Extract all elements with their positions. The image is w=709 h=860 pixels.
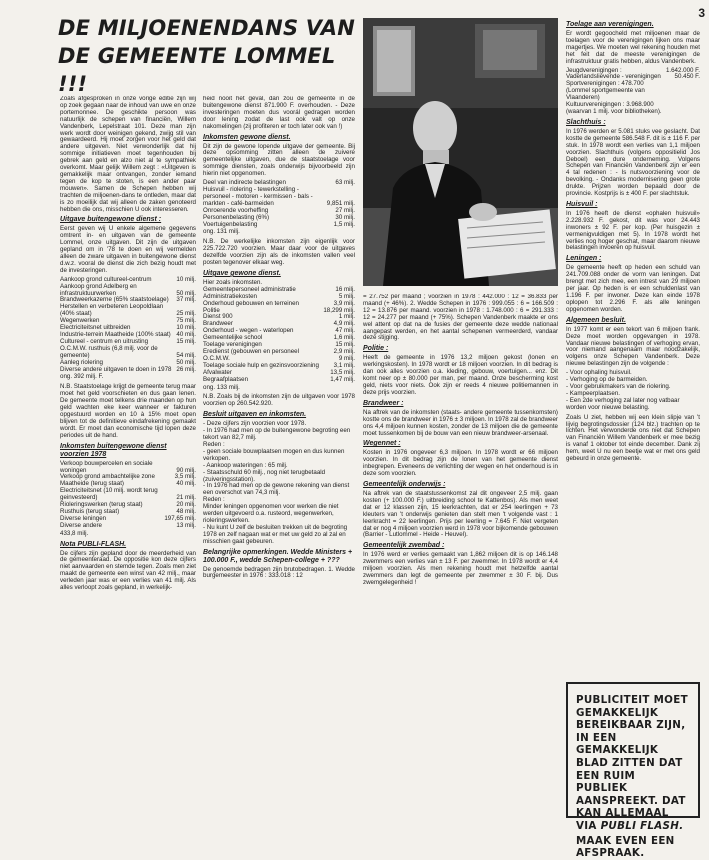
- row-label: Gemeentepersoneel administratie: [203, 285, 296, 293]
- algemeen-besluit-paragraph: In 1977 komt er een tekort van 6 miljoen frank. Deze moet worden opgevangen in 1978. Vandaar nieuwe belastingen of verhoging ervan, voor niemand aangenaam maar noodzakelijk, volgens onze Schepen Vandenberk. Deze nieuwe belastingen zijn de volgende :: [566, 325, 700, 368]
- list-item: Reden :: [203, 496, 225, 504]
- section-heading-huisvuil: Huisvuil :: [566, 200, 598, 208]
- row-label: Aanleg riolering: [60, 358, 103, 366]
- row-label: Brandweer: [203, 320, 233, 328]
- section-heading-wegennet: Wegennet :: [363, 440, 401, 448]
- section-heading-besluit: Besluit uitgaven en inkomsten.: [203, 411, 307, 419]
- row-label: Diverse andere uitgaven te doen in 1978: [60, 365, 172, 373]
- row-value: 21 milj.: [176, 494, 196, 502]
- table-row: [60, 523, 196, 530]
- row-label: Industrie-terrein Maatheide (100% staat): [60, 331, 171, 338]
- table-row: [203, 222, 355, 229]
- row-value: 40 milj.: [176, 480, 196, 488]
- row-label: Aankoop grond cultureel-centrum: [60, 275, 152, 283]
- onderwijs-paragraph: Na aftrek van de staatstussenkomst zal dit ongeveer 2,5 milj. gaan kosten (+ 100.000 F.) uitbreiding school te Kattenbos). Als men weet dat er 12 klassen zijn, 15 leerkrachten, dat er 254 leerlingen + 73 kleuters van 't onderwijs genieten dan stelt men 't volgende vast : 1 leerkracht = 22 leerlingen. Prijs per leerling = 7.645 F. Niet vergeten dat er nog 4 miljoen voorzien werd in 1978 voor bijkomende gebouwen (Barrier - Lutlommel - Heide - Heuvel).: [363, 490, 558, 539]
- opmerkingen-paragraph: De genoemde bedragen zijn brutobedragen. 1. Wedde burgemeester in 1976 : 333.018 : 12: [203, 565, 355, 580]
- article-column-1: [60, 96, 196, 836]
- row-label: Dienst 900: [203, 313, 233, 321]
- row-label: Deel van indirecte belastingen: [203, 179, 286, 187]
- row-value: 16 milj.: [335, 285, 355, 293]
- section-heading-politie: Politie :: [363, 345, 389, 353]
- row-value: 13,5 milj.: [330, 368, 355, 376]
- row-value: 3,9 milj.: [333, 299, 355, 307]
- row-value: 90 milj.: [176, 466, 196, 474]
- ad-brand: PUBLI FLASH.: [600, 819, 684, 832]
- budget-table-inkomsten-buitengewone: [60, 461, 196, 530]
- table-total: ong. 131 milj.: [203, 228, 240, 236]
- article-column-2: [203, 96, 355, 836]
- nb-paragraph: N.B. Zoals bij de inkomsten zijn de uitgaven voor 1978 voorzien op 260.542.920.: [203, 393, 355, 408]
- list-item: - geen sociale bouwplaatsen mogen en dus kunnen verkopen.: [203, 447, 345, 462]
- row-value: 48 milj.: [176, 507, 196, 515]
- list-item: Reden :: [203, 440, 225, 448]
- row-label: Jeugdverenigingen :: [566, 66, 622, 74]
- closing-paragraph: Zoals U ziet, hebben wij een klein slipje van 't lijvig begrotingsdossier (124 blz.) trachten op te lichten. Het verwonderde ons niet dat Schepen van Financiën Willem Vandenberk er mee bezig is vanaf 1 oktober tot einde december. Dank zij hem, weet U nu een beetje wat er met ons geld gebeurd in onze gemeente.: [566, 413, 700, 463]
- row-value: 1,47 milj.: [330, 375, 355, 383]
- row-label: Onderhoud - wegen - waterlopen: [203, 327, 294, 335]
- row-value: 13 milj.: [176, 521, 196, 529]
- row-value: 75 milj.: [176, 317, 196, 325]
- section-heading-algemeen-besluit: Algemeen besluit.: [566, 316, 626, 324]
- row-label: Sportverenigingen : 478.700 (Lommel sportgemeente van Vlaanderen): [566, 80, 645, 102]
- row-value: 40 milj.: [176, 331, 196, 338]
- row-value: 15 milj.: [335, 341, 355, 349]
- list-item: - In 1976 had men op de gewone rekening van dienst een overschot van 74,3 milj.: [203, 482, 350, 497]
- row-label: Voertuigenbelasting: [203, 220, 258, 228]
- list-item: - Verhoging op de barmeiden.: [566, 376, 648, 384]
- publi-flash-ad: [566, 682, 700, 860]
- section-paragraph: Dit zijn de gewone lopende uitgave der gemeente. Bij deze opsomming zitten alleen de zuivere gemeentelijke uitgaven, due de staatstoelage voor sommige diensten, zoals onderwijs bijvoorbeeld zijn hierin niet opgenomen.: [203, 142, 355, 178]
- section-heading-inkomsten-gewone: Inkomsten gewone dienst.: [203, 133, 291, 141]
- section-heading-uitgave-gewone: Uitgave gewone dienst.: [203, 269, 281, 277]
- row-value: 30 milj.: [335, 213, 355, 221]
- row-value: 18,299 milj.: [323, 306, 355, 314]
- row-label: Vaderlandslievende - verenigingen: [566, 73, 661, 81]
- table-row: [203, 377, 355, 384]
- table-total: ong. 392 milj. F.: [60, 373, 104, 381]
- row-value: 63 milj.: [335, 179, 355, 187]
- headline-line-1: DE MILJOENENDANS VAN: [58, 16, 356, 40]
- continuation-paragraph: heid nooit het geval, dan zou de gemeente in de buitengewone dienst 871.900 F. overhouden. - Deze investeringen moeten dus voorál gedragen worden door lening zodat de last ook valt op onze nakomelingen (zij profiteren er toch later ook van !): [203, 96, 355, 130]
- table-row: [60, 304, 196, 318]
- list-item: - Aankoop wateringen : 65 milj.: [203, 461, 288, 469]
- list-item: Minder leningen opgenomen voor werken die niet werden uitgevoerd o.a. rusteord, wegenwerken, rioleringswerken.: [203, 503, 339, 524]
- table-total: ong. 133 milj.: [203, 383, 240, 391]
- row-value: 10 milj.: [176, 275, 196, 283]
- row-value: 26 milj.: [176, 365, 196, 373]
- row-label: Gemeentelijke school: [203, 334, 263, 342]
- row-label: Hier zoals inkomsten.: [203, 278, 263, 286]
- section-heading-brandweer: Brandweer :: [363, 399, 404, 407]
- section-paragraph: Eerst geven wij U enkele algemene gegevens omtrent in- en uitgaven van de gemeente Lommel, onze uitgaven. Dit zijn de uitgaven gepland om in '78 te doen en wij vermelden alleen de zware uitgaven in buitengewone dienst d.w.z. vooral de dienst die zich bezig houdt met de investeringen.: [60, 225, 196, 274]
- section-heading-zwembad: Gemeentelijk zwembad :: [363, 542, 445, 550]
- section-heading-opmerkingen: Belangrijke opmerkingen. Wedde Ministers + 100.000 F., wedde Schepen-college + ???: [203, 548, 353, 564]
- list-item: - Voor gebruikmakers van de riolering.: [566, 382, 671, 390]
- section-heading-nota: Nota PUBLI-FLASH.: [60, 540, 127, 548]
- row-label: Electriciteitsnet uitbreiden: [60, 324, 131, 332]
- besluit-list: [203, 421, 355, 545]
- row-label: Aankoop grond Adelberg en infrastruktuurwerken: [60, 282, 137, 297]
- row-value: 50 milj.: [176, 289, 196, 297]
- row-label: Verkoop bouwpercelen en sociale woningen: [60, 459, 153, 474]
- zwembad-paragraph: In 1976 werd er verlies gemaakt van 1,862 miljoen dit is op 146.148 zwemmers een verlies van ± 13 F. per zwemmer. In 1978 wordt er 4,4 miljoen voorzien. Als men rekening houdt met hetzelfde aantal zwemmers dan legt de gemeente per zwemmer ± 30 F. bij. Dus zwemgelegenheid !: [363, 551, 558, 586]
- row-label: Brandweerkazerne (65% staatstoelage): [60, 296, 169, 304]
- row-label: Huisvuil - riolering - tewerkstelling - personeel - motoren - kermissen - bals - markten - café-barmeiden: [203, 185, 313, 207]
- row-label: Verkoop grond ambachtelijke zone: [60, 473, 155, 481]
- row-value: 3,1 milj.: [333, 361, 355, 369]
- row-value: 1,5 milj.: [333, 220, 355, 228]
- section-heading-toelage: Toelage aan verenigingen.: [566, 21, 654, 28]
- wedde-paragraph: = 27.752 per maand ; voorzien in 1978 : 442.000 : 12 = 36.833 per maand (+ 46%). 2. Wedde Schepen in 1976 : 999.055 : 6 = 166.509 : 12 = 13.876 per maand. voorzien in 1978 : 1.748.000 : 6 = 291.333 : 12 = 24.277 per maand (+ 75%). Schepen Vandenberk maakte er ons wel attent op dat na de fusies der gemeente deze wedde nationaal aangepast werden, en het aantal schepenen vermeerderd, vandaar deze stijging.: [363, 294, 558, 342]
- row-value: 5 milj.: [338, 292, 355, 300]
- row-value: 3,5 milj.: [174, 473, 196, 481]
- row-label: Eredienst (gebouwen en personeel: [203, 348, 299, 355]
- table-row: [203, 187, 355, 208]
- row-label: Diverse leningen: [60, 514, 107, 522]
- row-label: Onderhoud gebouwen en terreinen: [203, 299, 299, 307]
- row-value: 4,9 milj.: [333, 320, 355, 328]
- article-column-4: [566, 18, 700, 678]
- table-row: [566, 102, 700, 116]
- list-item: - In 1976 had men op de buitengewone begroting een tekort van 82,7 milj.: [203, 427, 351, 442]
- row-value: 1.642.000 F.: [665, 66, 700, 74]
- photo-image: [363, 18, 558, 286]
- row-label: Electriciteitsnet (10 milj. wordt terug geinvesteerd): [60, 487, 158, 502]
- budget-table-uitgave-buitengewone: [60, 277, 196, 374]
- table-total: 433,8 milj.: [60, 529, 89, 537]
- page-headline: [58, 14, 358, 98]
- row-value: 47 milj.: [335, 327, 355, 335]
- section-heading-slachthuis: Slachthuis :: [566, 118, 606, 126]
- row-value: 9,851 milj.: [326, 199, 355, 207]
- list-item: - Staatsschuld 60 milj., nog niet terugbetaald (zuiveringsstation).: [203, 468, 326, 483]
- row-label: O.C.M.W. rusthuis (6,8 milj. voor de gemeente): [60, 344, 158, 359]
- row-label: Herstellen en verbeteren Leopoldlaan (40% staat): [60, 303, 164, 318]
- politie-paragraph: Heeft de gemeente in 1976 13,2 miljoen gekost (lonen en werkingskosten). In 1978 wordt er 18 miljoen voorzien. In dit bedrag is dan ook alles voorzien o.a. kleding, gebouw, voertuigen... enz. Dit komt neer op ± 80.000 per man, per maand. Onze bescherming kost geld, niets voor niets. Ook zijn er reeds 4 nieuwe politiemannen in deze prijs voorzien.: [363, 354, 558, 396]
- nota-paragraph: De cijfers zijn gepland door de meerderheid van de gemeenteraad. De oppositie kon deze cijfers niet aanvaarden en stemde tegen. Zoals men ziet maakt de gemeente een winst van 42 milj., maar verleden jaar was er een verlies van 41 milj. Als alles verloopt zoals gepland, in werkelijk-: [60, 549, 196, 592]
- leningen-paragraph: De gemeente heeft op heden een schuld van 241.709.088 onder de vorm van leningen. Dat brengt met zich mee, een intrest van 29 miljoen per jaar. Op heden is er een schuldenlast van 1.196 F. per inwoner. Deze kan einde 1978 oplopen tot 2.296 F. als alle leningen opgenomen worden.: [566, 264, 700, 313]
- list-item: - Nu kunt U zelf de besluiten trekken uit de begroting 1978 en zelf nagaan wat er met uw geld zo al zal en misschien gaat gebeuren.: [203, 523, 348, 545]
- row-label: Afvalwater: [203, 368, 232, 376]
- row-label: Kultuurverenigingen : 3.968.900 (waarvan 1 milj. voor bibliotheken).: [566, 101, 662, 115]
- table-row: [60, 488, 196, 502]
- budget-table-inkomsten-gewone: [203, 180, 355, 228]
- row-label: Cultureel - centrum en uitrusting: [60, 337, 149, 345]
- section-heading-inkomsten-buitengewone: Inkomsten buitengewone dienst voorzien 1978: [60, 442, 167, 458]
- row-label: Administratiekosten: [203, 292, 257, 300]
- article-column-3: [363, 294, 558, 836]
- row-value: 1,6 milj.: [333, 334, 355, 342]
- row-label: Rusthuis (terug staat): [60, 507, 120, 515]
- row-value: 27 milj.: [335, 206, 355, 214]
- row-label: Toelage sociale hulp en gezinsvoorziening: [203, 361, 319, 369]
- row-value: 15 milj.: [176, 337, 196, 345]
- portrait-photo: [363, 18, 558, 286]
- row-value: 25 milj.: [176, 310, 196, 318]
- row-label: Onroerende voorheffing: [203, 206, 269, 214]
- list-item: - Een 2de verhoging zal later nog vatbaar worden voor nieuwe belasting.: [566, 396, 680, 411]
- row-label: Personenbelasting (6%): [203, 213, 270, 221]
- row-label: Diverse andere: [60, 521, 102, 529]
- row-label: Begraafplaatsen: [203, 375, 249, 383]
- headline-line-2: DE GEMEENTE LOMMEL !!!: [58, 44, 336, 96]
- row-value: [664, 102, 700, 116]
- table-row: [60, 284, 196, 298]
- table-row: [566, 81, 700, 102]
- row-value: [664, 81, 700, 102]
- section-heading-leningen: Leningen :: [566, 255, 602, 263]
- budget-table-uitgave-gewone: [203, 280, 355, 384]
- row-value: 2,9 milj.: [333, 348, 355, 355]
- row-value: 197,65 milj.: [164, 514, 196, 522]
- toelage-paragraph: Er wordt gegoocheld met miljoenen maar de toelagen voor de verenigingen lijken ons maar magertjes. We moeten wel rekening houden met het feit dat de meeste verenigingen de infrastruktuur gratis hebben, aldus Vandenberk.: [566, 30, 700, 65]
- row-label: Rioleringswerken (terug staat): [60, 501, 143, 509]
- table-row: [60, 461, 196, 475]
- list-item: - Deze cijfers zijn voorzien voor 1978.: [203, 420, 307, 428]
- row-value: 50.450 F.: [674, 73, 700, 81]
- table-row: [60, 367, 196, 374]
- page-number: 3: [698, 6, 705, 20]
- list-item: - Kampeerplaatsen.: [566, 389, 620, 397]
- belastingen-list: [566, 370, 700, 411]
- list-item: - Voor ophaling huisvuil.: [566, 369, 632, 377]
- table-row: [60, 346, 196, 360]
- toelage-table: [566, 68, 700, 116]
- intro-paragraph: Zoals afgesproken in onze vorige editie zijn wij op zoek gegaan naar de inhoud van uwe en onze portemonnee. De geschikte persoon was natuurlijk de schepen van financiën, Willem Vandenberk, Lepelstraat 101. Deze man zijn werk wordt door weinigen gekend, zwijg stil van gewaardeerd. Hij moet zorgen voor het geld dat andere uitgeven. Niet verwonderlijk dat hij sommige initiatieven moet tegenhouden bij gebrek aan geld en alzo niet al te sympathiek overkomt. Maar gelijk Willem zegt : «Uitgeven is gemakkelijk maar ontvangen, zonder iemand tegen de kop te stoten, is een ander paar mouwen». Samen de Schepen hebben wij trachten de miljoenen-dans te ontleden, maar dat is zo moeilijk dat wij alleen de zaken genoteerd hebben die ons, misschien U ook interesseren.: [60, 96, 196, 213]
- slachthuis-paragraph: In 1976 werden er 5.081 stuks vee geslacht. Dat kostte de gemeente 586.548 F. dit is ± 116 F. per stuk. In 1978 wordt een verlies van 1,1 miljoen voorzien. Slachthuis (volgens oppositielid Jos Deboel) een dure onderneming. Volgens Schepen van Financiën Vandenberk zijn er een 4 tal redenen : - Is nutsvoorziening voor de bevolking. - Ondanks modernisering geen grote drukte. Prijzen worden bepaald door de provincie. Kostprijs is ± 400 F. per slachtstuk.: [566, 127, 700, 198]
- row-label: Toelage verenigingen: [203, 341, 262, 349]
- row-label: Politie: [203, 306, 220, 314]
- wegennet-paragraph: Kosten in 1976 ongeveer 6,3 miljoen. In 1978 wordt er 66 miljoen voorzien. In dit bedrag zijn de lonen van het gemeente dienst inbegrepen. Eveneens de verlichting der wegen en het onderhoud is in deze som voorzien.: [363, 449, 558, 478]
- row-label: Maatheide (terug staat): [60, 480, 124, 488]
- nb-paragraph: N.B. De werkelijke inkomsten zijn eigenlijk voor 225.722.720 voorzien. Maar daar voor de uitgaves dezelfde voorzien zijn als de inkomsten vallen veel posten tegenover elkaar weg.: [203, 238, 355, 267]
- ad-cta: MAAK EVEN EEN AFSPRAAK.: [576, 834, 675, 860]
- brandweer-paragraph: Na aftrek van de inkomsten (staats- andere gemeente tussenkomsten) kostte ons de brandweer in 1976 ± 3 miljoen. In 1978 zal de brandweer ons 4,4 miljoen kunnen kosten, zonder de 13 miljoen die de gemeente moet tussenkomen bij de bouw van een nieuw brandweer-arsenaal.: [363, 408, 558, 437]
- row-value: 1 milj.: [338, 313, 355, 321]
- row-value: 50 milj.: [176, 358, 196, 366]
- row-value: 9 milj.: [338, 354, 355, 362]
- row-value: 37 milj.: [176, 296, 196, 304]
- row-label: Wegenwerken: [60, 317, 100, 325]
- huisvuil-paragraph: In 1976 heeft de dienst «ophalen huisvuil» 2.228.932 F. gekost, dit was voor 24.443 inwoners ± 92 F. per kop. (Per huisgezin ± vermenigvuldigen met 5). In 1978 wordt het verlies nog hoger geschat, maar daarom nieuwe belastingen invoeren op huisvuil.: [566, 209, 700, 252]
- section-heading-uitgave-buitengewone: Uitgave buitengewone dienst :: [60, 216, 162, 224]
- row-label: O.C.M.W.: [203, 354, 230, 362]
- nb-paragraph: N.B. Staatstoelage krijgt de gemeente terug maar moet het geld voorschieten en dus gaan lenen. De gemeente moet telkens drie maanden op hun geld wachten eke keer wanneer er fakturen opgestuurd worden en 10 à 15% moet open blijven tot de definitieve eindafrekening gemaakt wordt. Er moet dan economische tijd lopen deze periodes uit de hand.: [60, 383, 196, 439]
- ad-text: PUBLICITEIT MOET GEMAKKELIJK BEREIKBAAR ZIJN, IN EEN GEMAKKELIJK BLAD ZITTEN DAT EEN RUIM PUBLIEK AANSPREEKT. DAT KAN ALLEMAAL VIA: [576, 694, 688, 832]
- row-value: 54 milj.: [176, 351, 196, 359]
- row-value: 20 milj.: [176, 501, 196, 509]
- row-value: 10 milj.: [176, 324, 196, 332]
- section-heading-onderwijs: Gemeentelijk onderwijs :: [363, 481, 446, 489]
